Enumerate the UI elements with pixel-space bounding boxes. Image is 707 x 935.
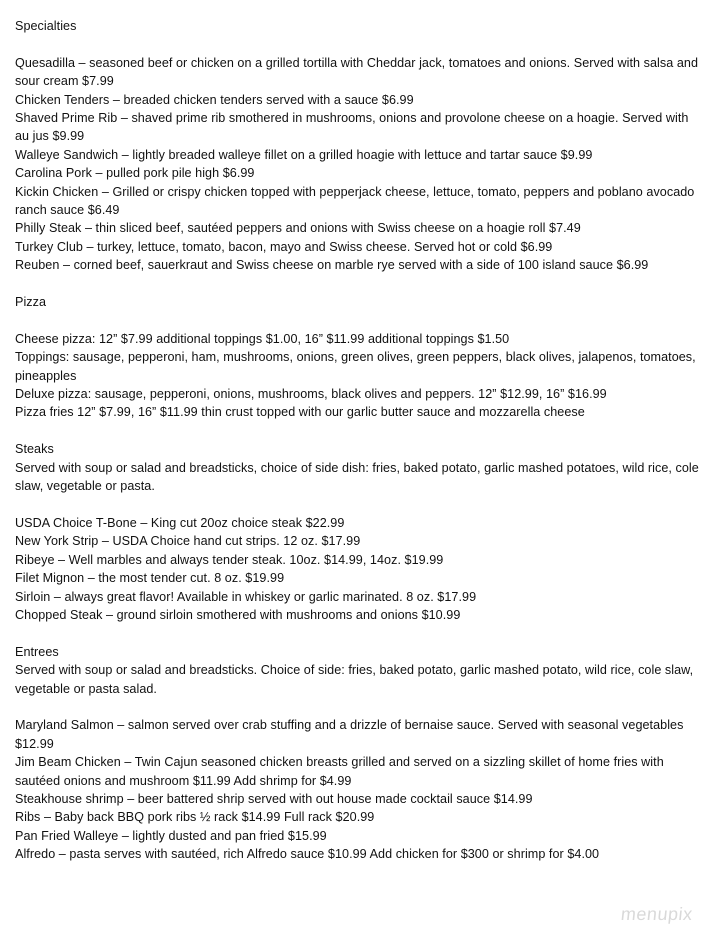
menu-item: Cheese pizza: 12” $7.99 additional toppings $1.00, 16” $11.99 additional toppings $1.50 <box>15 331 510 346</box>
menu-item: Chicken Tenders – breaded chicken tenders served with a sauce $6.99 <box>15 92 414 107</box>
menu-item: Ribeye – Well marbles and always tender steak. 10oz. $14.99, 14oz. $19.99 <box>15 552 444 567</box>
section-intro-entrees: Served with soup or salad and breadsticks. Choice of side: fries, baked potato, garlic mashed potato, wild rice, cole slaw, vegetable or pasta salad. <box>15 663 694 696</box>
section-heading-pizza: Pizza <box>15 295 47 310</box>
menu-item: Quesadilla – seasoned beef or chicken on a grilled tortilla with Cheddar jack, tomatoes and onions. Served with salsa and sour cream $7.99 <box>15 55 699 89</box>
menu-item: USDA Choice T-Bone – King cut 20oz choice steak $22.99 <box>15 515 345 530</box>
spacer <box>15 311 700 329</box>
section-intro-steaks: Served with soup or salad and breadsticks, choice of side dish: fries, baked potato, garlic mashed potatoes, wild rice, cole slaw, vegetable or pasta. <box>15 460 699 494</box>
menu-item: Toppings: sausage, pepperoni, ham, mushrooms, onions, green olives, green peppers, black olives, jalapenos, tomatoes, pineapples <box>15 350 696 383</box>
menu-item: Ribs – Baby back BBQ pork ribs ½ rack $14.99 Full rack $20.99 <box>15 810 375 825</box>
spacer <box>15 422 700 440</box>
menu-item: Pizza fries 12” $7.99, 16” $11.99 thin crust topped with our garlic butter sauce and mozzarella cheese <box>15 405 585 420</box>
menu-document <box>15 17 700 864</box>
section-heading-specialties: Specialties <box>15 19 77 33</box>
menu-item: New York Strip – USDA Choice hand cut strips. 12 oz. $17.99 <box>15 534 361 549</box>
menu-item: Pan Fried Walleye – lightly dusted and pan fried $15.99 <box>15 828 327 843</box>
menu-item: Kickin Chicken – Grilled or crispy chicken topped with pepperjack cheese, lettuce, tomato, peppers and poblano avocado ranch sauce $6.49 <box>15 184 695 218</box>
menu-item: Jim Beam Chicken – Twin Cajun seasoned chicken breasts grilled and served on a sizzling skillet of home fries with sautéed onions and mushroom $11.99 Add shrimp for $4.99 <box>15 755 664 788</box>
section-heading-entrees: Entrees <box>15 644 59 659</box>
section-heading-steaks: Steaks <box>15 442 54 457</box>
spacer <box>15 698 700 716</box>
spacer <box>15 275 700 293</box>
menu-item: Reuben – corned beef, sauerkraut and Swiss cheese on marble rye served with a side of 100 island sauce $6.99 <box>15 258 649 273</box>
menu-item: Alfredo – pasta serves with sautéed, rich Alfredo sauce $10.99 Add chicken for $300 or shrimp for $4.00 <box>15 847 600 862</box>
spacer <box>15 496 700 514</box>
menu-item: Steakhouse shrimp – beer battered shrip served with out house made cocktail sauce $14.99 <box>15 791 533 806</box>
menu-item: Carolina Pork – pulled pork pile high $6.99 <box>15 166 255 181</box>
watermark-logo: menupix <box>620 904 695 924</box>
menu-item: Maryland Salmon – salmon served over crab stuffing and a drizzle of bernaise sauce. Served with seasonal vegetables $12.99 <box>15 718 684 751</box>
menu-item: Deluxe pizza: sausage, pepperoni, onions, mushrooms, black olives and peppers. 12” $12.99, 16” $16.99 <box>15 387 607 402</box>
menu-item: Sirloin – always great flavor! Available in whiskey or garlic marinated. 8 oz. $17.99 <box>15 589 477 604</box>
menu-item: Chopped Steak – ground sirloin smothered with mushrooms and onions $10.99 <box>15 607 461 622</box>
spacer <box>15 35 700 53</box>
menu-item: Shaved Prime Rib – shaved prime rib smothered in mushrooms, onions and provolone cheese on a hoagie. Served with au jus $9.99 <box>15 111 689 144</box>
menu-item: Walleye Sandwich – lightly breaded walleye fillet on a grilled hoagie with lettuce and tartar sauce $9.99 <box>15 147 593 162</box>
menu-item: Filet Mignon – the most tender cut. 8 oz. $19.99 <box>15 571 285 586</box>
spacer <box>15 624 700 642</box>
menu-item: Philly Steak – thin sliced beef, sautéed peppers and onions with Swiss cheese on a hoagie roll $7.49 <box>15 221 581 236</box>
menu-item: Turkey Club – turkey, lettuce, tomato, bacon, mayo and Swiss cheese. Served hot or cold $6.99 <box>15 239 553 254</box>
